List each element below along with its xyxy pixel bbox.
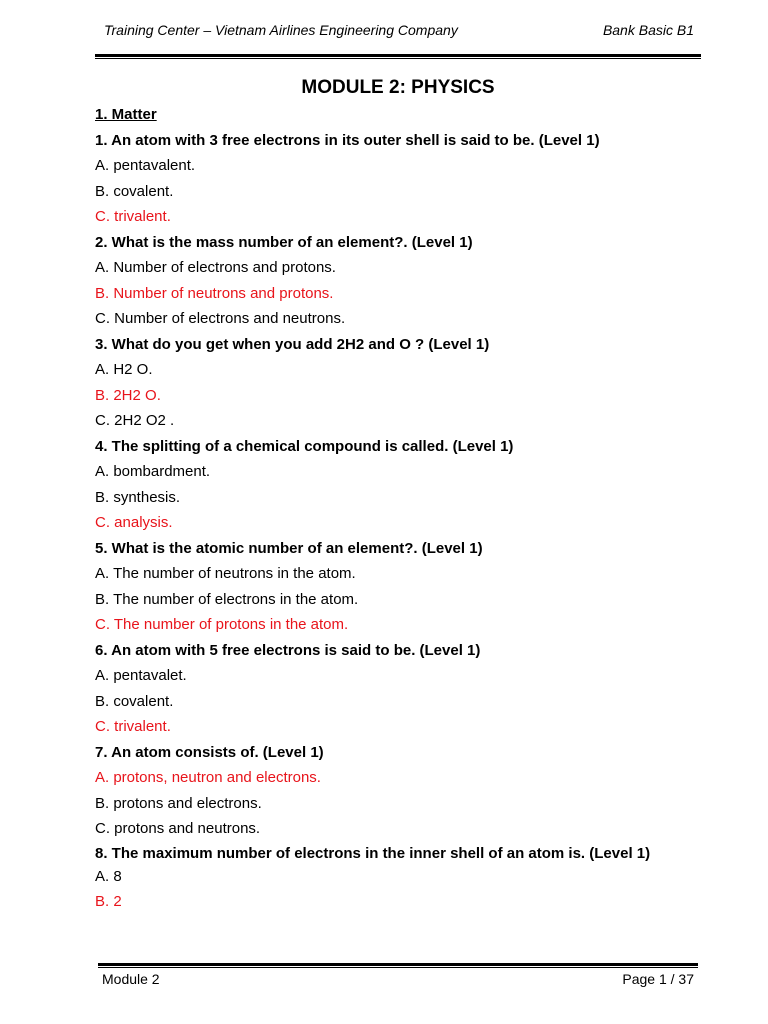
- answer-option-correct: A. protons, neutron and electrons.: [95, 769, 321, 786]
- question-text: 2. What is the mass number of an element?. (Level 1): [95, 233, 473, 251]
- answer-option: A. pentavalet.: [95, 667, 187, 684]
- answer-option-correct: B. 2H2 O.: [95, 386, 161, 404]
- answer-option: A. Number of electrons and protons.: [95, 259, 336, 276]
- answer-option-correct: C. The number of protons in the atom.: [95, 616, 349, 633]
- answer-option-correct: C. trivalent.: [95, 208, 171, 225]
- answer-option: A. The number of neutrons in the atom.: [95, 565, 356, 582]
- page-footer: [102, 971, 694, 991]
- answer-option: A. pentavalent.: [95, 157, 196, 174]
- question-text: 6. An atom with 5 free electrons is said to be. (Level 1): [95, 641, 481, 659]
- answer-option: C. 2H2 O2 .: [95, 412, 175, 429]
- answer-option: A. 8: [95, 867, 122, 885]
- header-document-code: Bank Basic B1: [602, 22, 694, 38]
- question-text: 7. An atom consists of. (Level 1): [95, 743, 324, 761]
- question-text: 3. What do you get when you add 2H2 and O ? (Level 1): [95, 335, 490, 353]
- header-rule: [95, 54, 701, 57]
- answer-option-correct: B. 2: [95, 893, 122, 910]
- answer-option: B. protons and electrons.: [95, 794, 262, 812]
- answer-option: B. covalent.: [95, 692, 174, 710]
- page-header: [104, 22, 694, 42]
- answer-option: B. The number of electrons in the atom.: [95, 590, 359, 608]
- section-heading: 1. Matter: [95, 106, 157, 123]
- page-title: MODULE 2: PHYSICS: [301, 77, 495, 98]
- answer-option: B. synthesis.: [95, 488, 181, 506]
- question-text: 4. The splitting of a chemical compound is called. (Level 1): [95, 437, 514, 455]
- answer-option: A. bombardment.: [95, 463, 211, 480]
- footer-rule: [98, 963, 698, 966]
- answer-option-correct: B. Number of neutrons and protons.: [95, 284, 334, 302]
- question-list: [95, 105, 703, 918]
- answer-option: C. protons and neutrons.: [95, 820, 261, 837]
- footer-module: Module 2: [102, 971, 160, 987]
- answer-option: C. Number of electrons and neutrons.: [95, 310, 346, 327]
- header-organization: Training Center – Vietnam Airlines Engineering Company: [104, 22, 458, 38]
- question-text: 1. An atom with 3 free electrons in its outer shell is said to be. (Level 1): [95, 131, 600, 149]
- answer-option-correct: C. analysis.: [95, 514, 173, 531]
- answer-option: A. H2 O.: [95, 361, 153, 378]
- question-text: 8. The maximum number of electrons in the inner shell of an atom is. (Level 1): [95, 844, 651, 862]
- page-number: Page 1 / 37: [622, 971, 694, 987]
- question-text: 5. What is the atomic number of an element?. (Level 1): [95, 539, 483, 557]
- answer-option: B. covalent.: [95, 182, 174, 200]
- footer-rule-thin: [98, 967, 698, 968]
- header-rule-thin: [95, 58, 701, 59]
- answer-option-correct: C. trivalent.: [95, 718, 171, 735]
